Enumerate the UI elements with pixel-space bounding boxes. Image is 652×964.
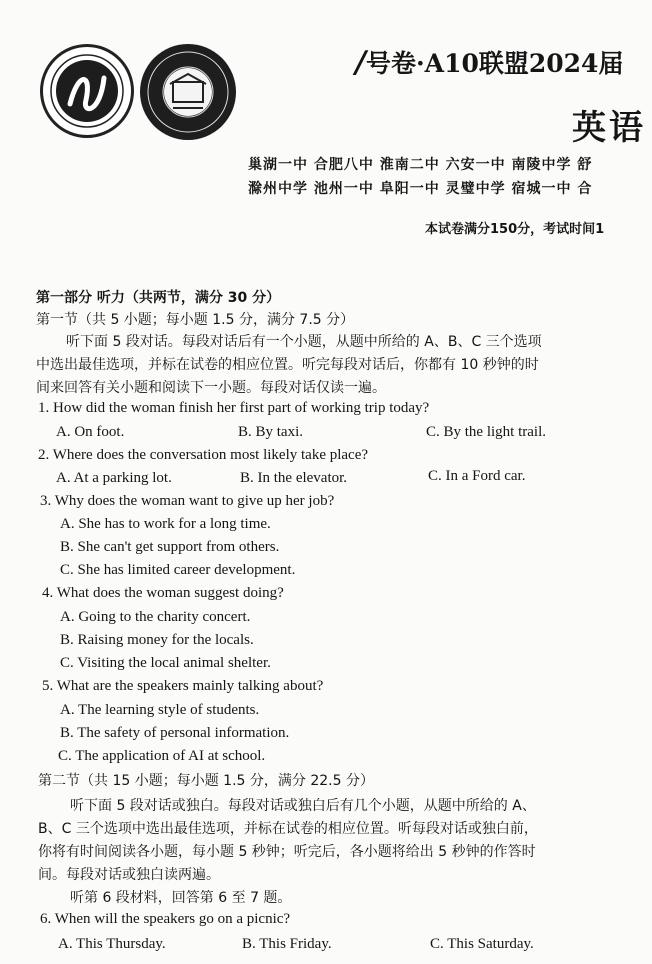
q5-option-b: B. The safety of personal information.: [60, 725, 290, 741]
calligraphy-mark-icon: [56, 60, 118, 122]
section2-instruction-line: B、C 三个选项中选出最佳选项，并标在试卷的相应位置。听每段对话或独白前，: [38, 821, 538, 837]
alliance-mark: [56, 60, 118, 122]
q3-option-a: A. She has to work for a long time.: [60, 516, 271, 532]
question-5: 5. What are the speakers mainly talking about?: [42, 678, 324, 694]
q1-option-c: C. By the light trail.: [426, 424, 546, 440]
q5-option-a: A. The learning style of students.: [60, 702, 260, 718]
exam-brand: [355, 44, 623, 80]
building-mark-icon: [164, 68, 212, 116]
brand-title: 号卷·A10联盟2024届: [365, 49, 624, 78]
brand-slash-mark: /: [355, 45, 366, 80]
wanzhi-logo: [140, 44, 236, 140]
q3-option-c: C. She has limited career development.: [60, 562, 296, 578]
q1-option-b: B. By taxi.: [238, 424, 304, 440]
q4-option-b: B. Raising money for the locals.: [60, 632, 254, 648]
question-6: 6. When will the speakers go on a picnic?: [40, 911, 291, 927]
schools-line-2: 滁州中学 池州一中 阜阳一中 灵璧中学 宿城一中 合: [248, 181, 593, 197]
section1-instruction-line: 听下面 5 段对话。每段对话后有一个小题，从题中所给的 A、B、C 三个选项: [66, 334, 542, 350]
section2-instruction-line: 听下面 5 段对话或独白。每段对话或独白后有几个小题，从题中所给的 A、: [70, 798, 536, 814]
alliance-logo: [40, 44, 134, 138]
section2-instruction-line: 间。每段对话或独白读两遍。: [38, 867, 220, 883]
section2-title: 第二节（共 15 小题；每小题 1.5 分，满分 22.5 分）: [38, 773, 374, 789]
q3-option-b: B. She can't get support from others.: [60, 539, 280, 555]
exam-note: 本试卷满分150分，考试时间1: [425, 222, 605, 237]
q2-option-b: B. In the elevator.: [240, 470, 348, 486]
q1-option-a: A. On foot.: [56, 424, 125, 440]
material-6-note: 听第 6 段材料，回答第 6 至 7 题。: [70, 890, 292, 906]
question-2: 2. Where does the conversation most likely take place?: [38, 447, 369, 463]
section1-title: 第一节（共 5 小题；每小题 1.5 分，满分 7.5 分）: [36, 312, 355, 328]
schools-line-1: 巢湖一中 合肥八中 淮南二中 六安一中 南陵中学 舒: [248, 157, 593, 173]
question-1: 1. How did the woman finish her first part of working trip today?: [38, 400, 430, 416]
q5-option-c: C. The application of AI at school.: [58, 748, 266, 764]
q4-option-a: A. Going to the charity concert.: [60, 609, 251, 625]
wanzhi-mark: [164, 68, 212, 116]
section1-instruction-line: 中选出最佳选项，并标在试卷的相应位置。听完每段对话后，你都有 10 秒钟的时: [36, 357, 539, 373]
q2-option-a: A. At a parking lot.: [56, 470, 172, 486]
q2-option-c: C. In a Ford car.: [428, 468, 526, 484]
question-4: 4. What does the woman suggest doing?: [42, 585, 284, 601]
q6-option-a: A. This Thursday.: [58, 936, 166, 952]
q6-option-b: B. This Friday.: [242, 936, 332, 952]
subject-title: 英语: [572, 108, 646, 148]
question-3: 3. Why does the woman want to give up her job?: [40, 493, 335, 509]
part1-title: 第一部分 听力（共两节，满分 30 分）: [36, 290, 281, 306]
section2-instruction-line: 你将有时间阅读各小题，每小题 5 秒钟；听完后，各小题将给出 5 秒钟的作答时: [38, 844, 536, 860]
q6-option-c: C. This Saturday.: [430, 936, 534, 952]
section1-instruction-line: 间来回答有关小题和阅读下一小题。每段对话仅读一遍。: [36, 380, 386, 396]
q4-option-c: C. Visiting the local animal shelter.: [60, 655, 271, 671]
